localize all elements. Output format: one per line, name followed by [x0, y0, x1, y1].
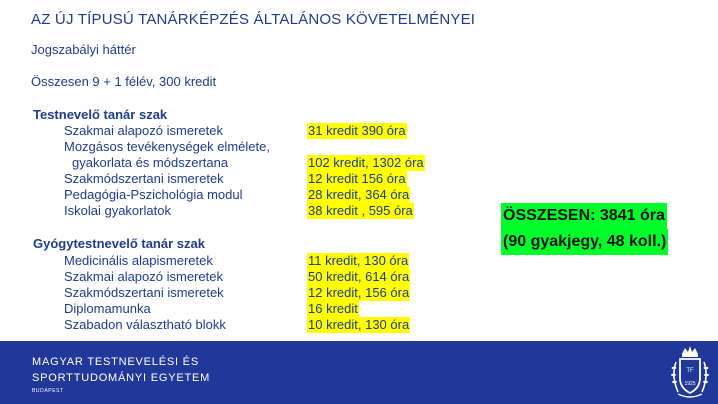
- item-label: Medicinális alapismeretek: [64, 253, 213, 268]
- university-name-line1: MAGYAR TESTNEVELÉSI ÉS: [32, 356, 199, 368]
- list-item: [64, 139, 484, 155]
- total-summary: [501, 203, 668, 255]
- item-value: 12 kredit, 156 óra: [308, 285, 410, 300]
- total-exams: (90 gyakjegy, 48 koll.): [501, 229, 668, 255]
- list-item: [64, 171, 484, 187]
- crest-text-bottom: 1925: [684, 381, 696, 387]
- list-item: [64, 317, 484, 333]
- crest-text-top: TF: [686, 368, 694, 374]
- item-label: Szabadon választható blokk: [64, 317, 226, 332]
- section-heading-gyogytestnevelo: Gyógytestnevelő tanár szak: [33, 236, 205, 251]
- item-label: gyakorlata és módszertana: [72, 155, 229, 170]
- item-label: Szakmai alapozó ismeretek: [64, 123, 223, 138]
- item-value: 38 kredit , 595 óra: [308, 203, 413, 218]
- list-item: [64, 187, 484, 203]
- university-name-line2: SPORTTUDOMÁNYI EGYETEM: [32, 372, 211, 384]
- item-value: 16 kredit: [308, 301, 358, 316]
- list-item: [64, 301, 484, 317]
- section-heading-testnevelo: Testnevelő tanár szak: [33, 107, 168, 122]
- list-item: [64, 123, 484, 139]
- item-value: 28 kredit, 364 óra: [308, 187, 410, 202]
- total-hours: ÖSSZESEN: 3841 óra: [501, 203, 667, 229]
- item-label: Szakmai alapozó ismeretek: [64, 269, 223, 284]
- item-value: 10 kredit, 130 óra: [308, 317, 410, 332]
- item-label: Iskolai gyakorlatok: [64, 203, 171, 218]
- list-item: [64, 203, 484, 219]
- item-label: Pedagógia-Pszichológia modul: [64, 187, 243, 202]
- item-value: 11 kredit, 130 óra: [308, 253, 409, 268]
- item-value: 31 kredit 390 óra: [308, 123, 406, 138]
- slide-title: AZ ÚJ TÍPUSÚ TANÁRKÉPZÉS ÁLTALÁNOS KÖVETELMÉNYEI: [31, 11, 476, 28]
- university-city: BUDAPEST: [32, 388, 64, 394]
- item-value: 102 kredit, 1302 óra: [308, 155, 424, 170]
- item-value: 12 kredit 156 óra: [308, 171, 406, 186]
- university-crest-icon: [664, 344, 716, 402]
- list-item: [64, 285, 484, 301]
- slide-subtitle: Jogszabályi háttér: [31, 42, 136, 57]
- list-item: [64, 253, 484, 269]
- item-label: Szakmódszertani ismeretek: [64, 285, 224, 300]
- item-value: 50 kredit, 614 óra: [308, 269, 410, 284]
- list-item: [64, 269, 484, 285]
- footer-bar: [0, 341, 718, 404]
- program-summary: Összesen 9 + 1 félév, 300 kredit: [31, 74, 217, 89]
- list-item: [64, 155, 484, 171]
- item-label: Mozgásos tevékenységek elmélete,: [64, 139, 270, 154]
- item-label: Diplomamunka: [64, 301, 151, 316]
- item-label: Szakmódszertani ismeretek: [64, 171, 224, 186]
